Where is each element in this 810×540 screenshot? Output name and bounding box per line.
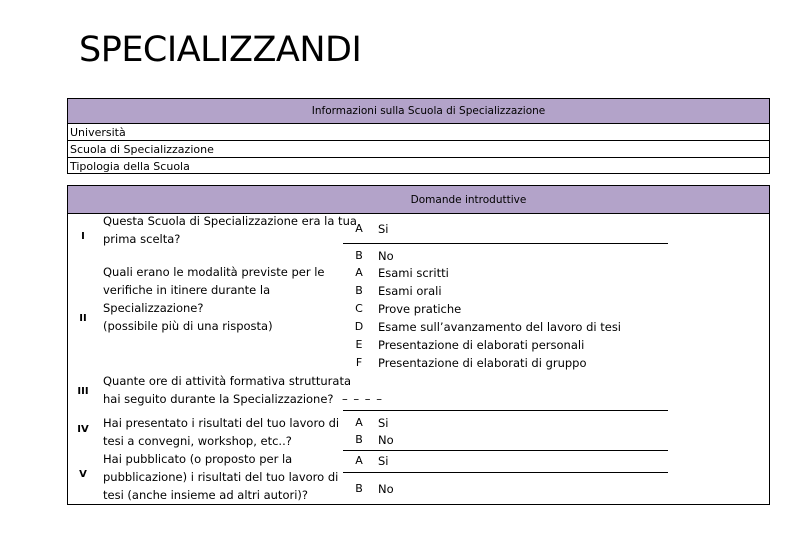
hours-blank[interactable]: – – – – [342,392,383,406]
intro-questions-header: Domande introduttive [68,186,769,214]
info-row-school-type: Tipologia della Scuola [70,160,190,173]
info-row-university: Università [68,124,769,141]
question-text: Quante ore di attività formativa strutturata hai seguito durante la Specializzazione? [103,374,352,406]
option-letter: A [355,416,363,429]
option-letter: B [355,249,363,262]
question-number: V [79,469,87,480]
option-text[interactable]: Esame sull’avanzamento del lavoro di tesi [378,320,621,334]
option-text[interactable]: Presentazione di elaborati di gruppo [378,356,587,370]
option-letter: C [355,302,363,315]
option-text[interactable]: Si [378,454,389,468]
option-letter: B [355,482,363,495]
option-text[interactable]: Si [378,222,389,236]
option-text[interactable]: No [378,433,394,447]
answer-line [343,410,668,411]
school-info-table [67,98,770,174]
option-letter: B [355,284,363,297]
answer-line [343,450,668,451]
info-row-school: Scuola di Specializzazione [68,141,769,158]
option-letter: A [355,266,363,279]
page-title: SPECIALIZZANDI [79,30,362,70]
option-letter: B [355,433,363,446]
option-text[interactable]: Si [378,416,389,430]
question-number: III [77,386,89,397]
option-text[interactable]: Presentazione di elaborati personali [378,338,585,352]
option-letter: F [355,356,363,369]
option-letter: A [355,454,363,467]
option-text[interactable]: Esami scritti [378,266,449,280]
option-letter: A [355,222,363,235]
question-text: Questa Scuola di Specializzazione era la tua prima scelta? [103,214,357,246]
option-letter: E [355,338,363,351]
option-text[interactable]: Esami orali [378,284,442,298]
option-text[interactable]: Prove pratiche [378,302,462,316]
question-number: IV [77,424,89,435]
answer-line [343,472,668,473]
question-number: I [81,231,85,242]
answer-line [343,243,668,244]
school-info-header: Informazioni sulla Scuola di Specializzazione [68,99,769,124]
question-text: Quali erano le modalità previste per le verifiche in itinere durante la Specializzazione? (possibile più di una risposta) [103,265,325,333]
question-text: Hai presentato i risultati del tuo lavoro di tesi a convegni, workshop, etc..? [103,416,340,448]
option-text[interactable]: No [378,482,394,496]
question-text: Hai pubblicato (o proposto per la pubblicazione) i risultati del tuo lavoro di tesi (anche insieme ad altri autori)? [103,452,339,502]
option-text[interactable]: No [378,249,394,263]
question-number: II [79,313,87,324]
option-letter: D [354,320,364,333]
